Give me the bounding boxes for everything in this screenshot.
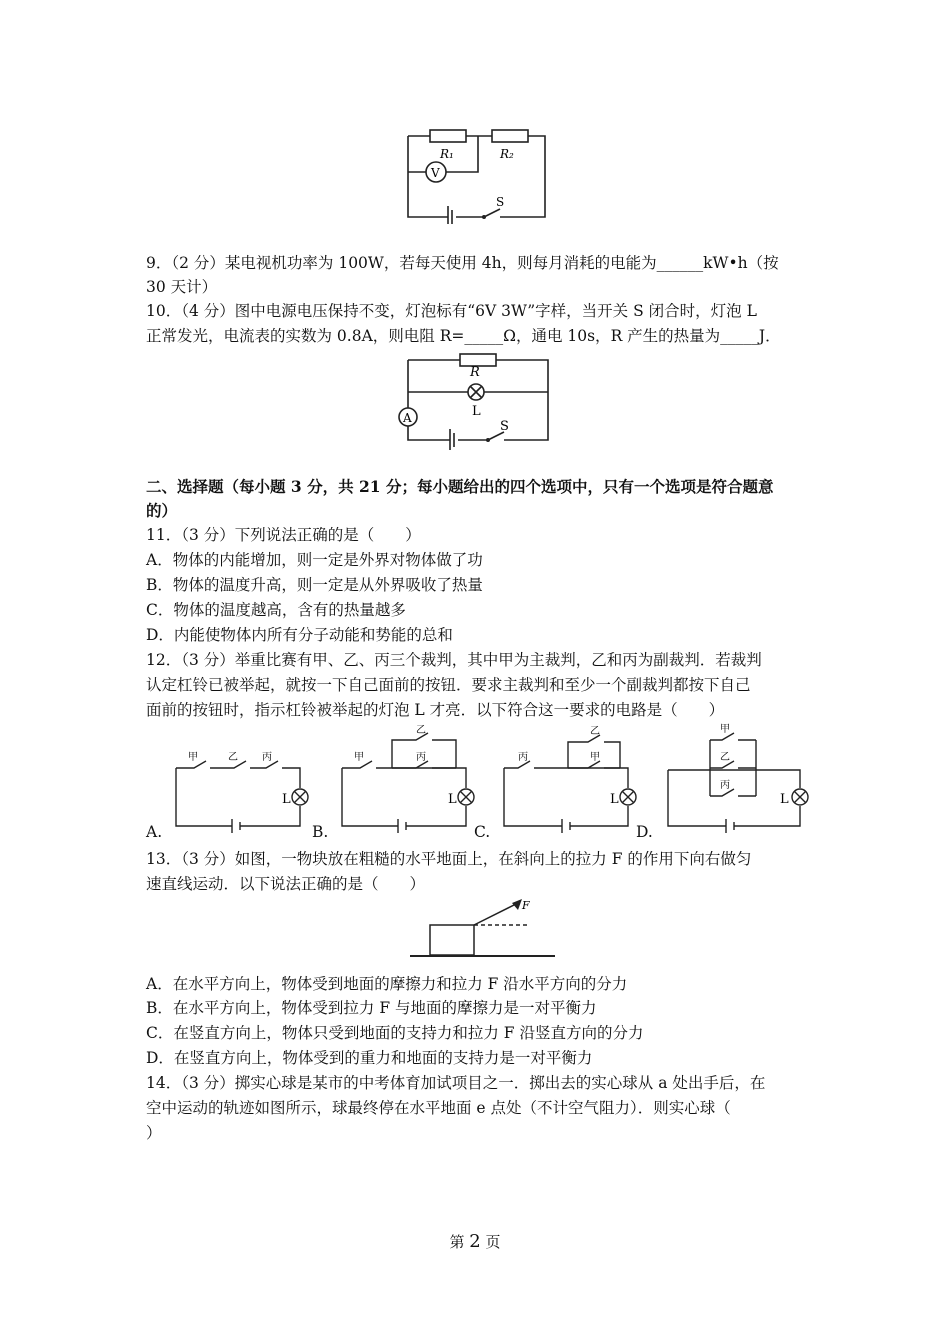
q12-circuit-b	[336, 722, 476, 838]
q12-option-d-label: D.	[636, 823, 653, 841]
page-number: 2	[469, 1231, 481, 1252]
q10-line-1: 10．（4 分）图中电源电压保持不变，灯泡标有“6V 3W”字样，当开关 S 闭合时，灯泡 L	[146, 302, 757, 320]
q13-option-d: D．在竖直方向上，物体受到的重力和地面的支持力是一对平衡力	[146, 1049, 593, 1067]
q8-circuit-figure	[400, 124, 550, 224]
bing-label: 丙	[518, 752, 528, 763]
r2-label: R₂	[500, 147, 514, 161]
footer-suffix: 页	[480, 1233, 501, 1251]
q9-line-1: 9．（2 分）某电视机功率为 100W，若每天使用 4h，则每月消耗的电能为______kW•h（按	[146, 254, 779, 272]
page-footer	[0, 1231, 950, 1252]
lamp-label: L	[282, 792, 291, 807]
jia-label: 甲	[354, 752, 364, 763]
lamp-label: L	[780, 792, 789, 807]
q10-circuit-figure	[370, 350, 555, 450]
bing-label: 丙	[720, 780, 730, 791]
section-2-heading-line-2: 的）	[146, 501, 178, 520]
jia-label: 甲	[720, 724, 730, 735]
q14-line-1: 14．（3 分）掷实心球是某市的中考体育加试项目之一．掷出去的实心球从 a 处出手后，在	[146, 1074, 766, 1092]
q14-line-3: ）	[146, 1124, 162, 1142]
q13-option-c: C．在竖直方向上，物体只受到地面的支持力和拉力 F 沿竖直方向的分力	[146, 1024, 644, 1042]
r1-label: R₁	[440, 147, 454, 161]
footer-prefix: 第	[449, 1233, 470, 1251]
yi-label: 乙	[590, 726, 600, 737]
q12-option-a-label: A.	[146, 823, 163, 841]
q13-line-2: 速直线运动．以下说法正确的是（ ）	[146, 875, 426, 893]
q11-option-a: A．物体的内能增加，则一定是外界对物体做了功	[146, 551, 483, 569]
q13-option-a: A．在水平方向上，物体受到地面的摩擦力和拉力 F 沿水平方向的分力	[146, 975, 628, 993]
bing-label: 丙	[416, 752, 426, 763]
q14-line-2: 空中运动的轨迹如图所示，球最终停在水平地面 e 点处（不计空气阻力）．则实心球（	[146, 1099, 731, 1117]
yi-label: 乙	[416, 725, 426, 736]
lamp-label: L	[610, 792, 619, 807]
q13-line-1: 13．（3 分）如图，一物块放在粗糙的水平地面上，在斜向上的拉力 F 的作用下向右做匀	[146, 850, 752, 868]
force-label: F	[522, 899, 530, 912]
yi-label: 乙	[228, 752, 238, 763]
q11-option-b: B．物体的温度升高，则一定是从外界吸收了热量	[146, 576, 483, 594]
lamp-label: L	[448, 792, 457, 807]
q13-option-b: B．在水平方向上，物体受到拉力 F 与地面的摩擦力是一对平衡力	[146, 999, 597, 1017]
q12-option-b-label: B.	[312, 823, 329, 841]
section-2-heading-line-1: 二、选择题（每小题 3 分，共 21 分；每小题给出的四个选项中，只有一个选项是符合题意	[146, 477, 774, 496]
q12-line-1: 12．（3 分）举重比赛有甲、乙、丙三个裁判，其中甲为主裁判，乙和丙为副裁判．若裁判	[146, 651, 762, 669]
jia-label: 甲	[188, 752, 198, 763]
ammeter-label: A	[403, 411, 412, 425]
q12-circuit-d	[660, 718, 810, 838]
lamp-label: L	[472, 404, 481, 419]
q11-option-d: D．内能使物体内所有分子动能和势能的总和	[146, 626, 453, 644]
q11-stem: 11．（3 分）下列说法正确的是（ ）	[146, 526, 421, 544]
q12-option-c-label: C.	[474, 823, 491, 841]
q13-block-figure	[410, 895, 560, 965]
q9-line-2: 30 天计）	[146, 278, 218, 296]
q12-line-3: 面前的按钮时，指示杠铃被举起的灯泡 L 才亮．以下符合这一要求的电路是（ ）	[146, 701, 725, 719]
r-label: R	[470, 365, 480, 380]
q11-option-c: C．物体的温度越高，含有的热量越多	[146, 601, 406, 619]
q12-circuit-c	[498, 722, 638, 838]
yi-label: 乙	[720, 752, 730, 763]
q12-circuit-a	[170, 748, 310, 838]
q10-line-2: 正常发光，电流表的实数为 0.8A，则电阻 R=_____Ω，通电 10s，R 产生的热量为_____J．	[146, 327, 781, 345]
q12-line-2: 认定杠铃已被举起，就按一下自己面前的按钮．要求主裁判和至少一个副裁判都按下自己	[146, 676, 751, 694]
bing-label: 丙	[262, 752, 272, 763]
voltmeter-label: V	[431, 166, 440, 180]
switch-label: S	[496, 195, 505, 209]
jia-label: 甲	[590, 752, 600, 763]
switch-label: S	[500, 419, 509, 434]
